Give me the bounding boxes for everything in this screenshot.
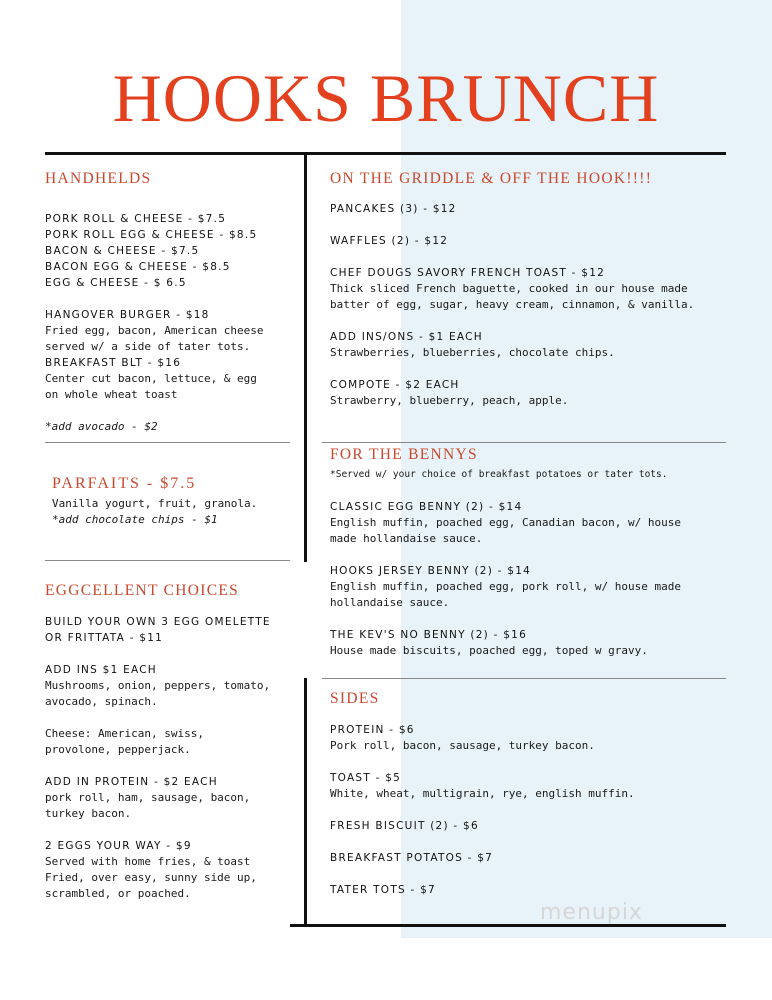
spacer	[45, 710, 271, 726]
menu-item-description: Thick sliced French baguette, cooked in our house made	[330, 282, 688, 295]
menu-item-name: HANGOVER BURGER - $18	[45, 309, 210, 321]
menu-item-name: BACON & CHEESE - $7.5	[45, 245, 200, 257]
section-title: SIDES	[330, 690, 380, 707]
menu-item-description: on whole wheat toast	[45, 388, 178, 401]
spacer	[45, 822, 271, 838]
menu-item-name: HOOKS JERSEY BENNY (2) - $14	[330, 565, 532, 577]
menu-item-description: Strawberry, blueberry, peach, apple.	[330, 394, 569, 407]
menu-item-name: BACON EGG & CHEESE - $8.5	[45, 261, 231, 273]
menu-item-name: BREAKFAST BLT - $16	[45, 357, 182, 369]
spacer	[45, 758, 271, 774]
menu-item-description: turkey bacon.	[45, 807, 132, 820]
watermark-logo: menupix	[540, 900, 643, 925]
top-rule	[45, 152, 726, 155]
menu-item-description: batter of egg, sugar, heavy cream, cinnamon, & vanilla.	[330, 298, 695, 311]
menu-item-description: English muffin, poached egg, pork roll, w/ house made	[330, 580, 681, 593]
menu-item-name: FRESH BISCUIT (2) - $6	[330, 820, 479, 832]
spacer	[330, 483, 681, 499]
menu-item-name: BUILD YOUR OWN 3 EGG OMELETTE	[45, 616, 271, 628]
menu-item-note: *add chocolate chips - $1	[52, 513, 218, 526]
menu-item-name: PANCAKES (3) - $12	[330, 203, 457, 215]
spacer	[330, 249, 694, 265]
menu-item-description: pork roll, ham, sausage, bacon,	[45, 791, 251, 804]
menu-item-name: TATER TOTS - $7	[330, 884, 436, 896]
divider-handhelds	[45, 442, 290, 443]
spacer	[330, 611, 681, 627]
menu-item-name: 2 EGGS YOUR WAY - $9	[45, 840, 192, 852]
menu-item-description: House made biscuits, poached egg, toped w gravy.	[330, 644, 648, 657]
menu-item-description: scrambled, or poached.	[45, 887, 191, 900]
menu-item-name: ADD INS $1 EACH	[45, 664, 157, 676]
menu-item-name: OR FRITTATA - $11	[45, 632, 164, 644]
section-title: FOR THE BENNYS	[330, 446, 478, 463]
section-parfaits	[52, 474, 257, 528]
spacer	[330, 834, 635, 850]
menu-item-name: COMPOTE - $2 EACH	[330, 379, 460, 391]
menu-item-description: served w/ a side of tater tots.	[45, 340, 251, 353]
menu-item-name: EGG & CHEESE - $ 6.5	[45, 277, 187, 289]
divider-griddle	[322, 442, 726, 443]
section-handhelds	[45, 169, 264, 435]
menu-item-description: English muffin, poached egg, Canadian bacon, w/ house	[330, 516, 681, 529]
section-eggcellent	[45, 581, 271, 902]
menu-item-description: made hollandaise sauce.	[330, 532, 483, 545]
menu-item-description: Fried, over easy, sunny side up,	[45, 871, 257, 884]
menu-item-description: avocado, spinach.	[45, 695, 158, 708]
menu-item-name: WAFFLES (2) - $12	[330, 235, 449, 247]
section-sides	[330, 689, 635, 898]
section-title: ON THE GRIDDLE & OFF THE HOOK!!!!	[330, 170, 653, 187]
menu-item-name: THE KEV'S NO BENNY (2) - $16	[330, 629, 528, 641]
spacer	[330, 547, 681, 563]
spacer	[45, 646, 271, 662]
menu-item-description: Served with home fries, & toast	[45, 855, 251, 868]
divider-bennys	[322, 678, 726, 679]
menu-item-name: PORK ROLL EGG & CHEESE - $8.5	[45, 229, 258, 241]
menu-item-description: Strawberries, blueberries, chocolate chips.	[330, 346, 615, 359]
menu-item-name: TOAST - $5	[330, 772, 402, 784]
spacer	[45, 403, 264, 419]
spacer	[330, 313, 694, 329]
spacer	[330, 361, 694, 377]
divider-parfaits	[45, 560, 290, 561]
menu-item-description: provolone, pepperjack.	[45, 743, 191, 756]
menu-item-name: PORK ROLL & CHEESE - $7.5	[45, 213, 227, 225]
section-title: EGGCELLENT CHOICES	[45, 582, 240, 599]
menu-item-description: Fried egg, bacon, American cheese	[45, 324, 264, 337]
spacer	[45, 291, 264, 307]
menu-item-name: ADD INS/ONS - $1 EACH	[330, 331, 483, 343]
spacer	[330, 802, 635, 818]
bottom-rule	[290, 924, 726, 927]
section-title: HANDHELDS	[45, 170, 152, 187]
menu-item-description: White, wheat, multigrain, rye, english muffin.	[330, 787, 635, 800]
center-rule-lower	[304, 678, 307, 926]
menu-item-name: BREAKFAST POTATOS - $7	[330, 852, 494, 864]
section-title: PARFAITS - $7.5	[52, 475, 197, 492]
menu-item-description: Cheese: American, swiss,	[45, 727, 204, 740]
section-bennys	[330, 445, 681, 659]
menu-item-name: ADD IN PROTEIN - $2 EACH	[45, 776, 218, 788]
menu-item-description: Pork roll, bacon, sausage, turkey bacon.	[330, 739, 595, 752]
menu-item-description: Mushrooms, onion, peppers, tomato,	[45, 679, 271, 692]
spacer	[330, 217, 694, 233]
center-rule-upper	[304, 152, 307, 562]
section-note: *Served w/ your choice of breakfast potatoes or tater tots.	[330, 469, 668, 480]
spacer	[330, 866, 635, 882]
menu-item-description: hollandaise sauce.	[330, 596, 450, 609]
menu-item-note: *add avocado - $2	[45, 420, 158, 433]
menu-item-name: CLASSIC EGG BENNY (2) - $14	[330, 501, 523, 513]
menu-item-name: PROTEIN - $6	[330, 724, 415, 736]
menu-item-description: Center cut bacon, lettuce, & egg	[45, 372, 257, 385]
section-griddle	[330, 169, 694, 409]
menu-item-description: Vanilla yogurt, fruit, granola.	[52, 497, 258, 510]
spacer	[330, 754, 635, 770]
menu-title: HOOKS BRUNCH	[112, 60, 660, 136]
menu-item-name: CHEF DOUGS SAVORY FRENCH TOAST - $12	[330, 267, 606, 279]
